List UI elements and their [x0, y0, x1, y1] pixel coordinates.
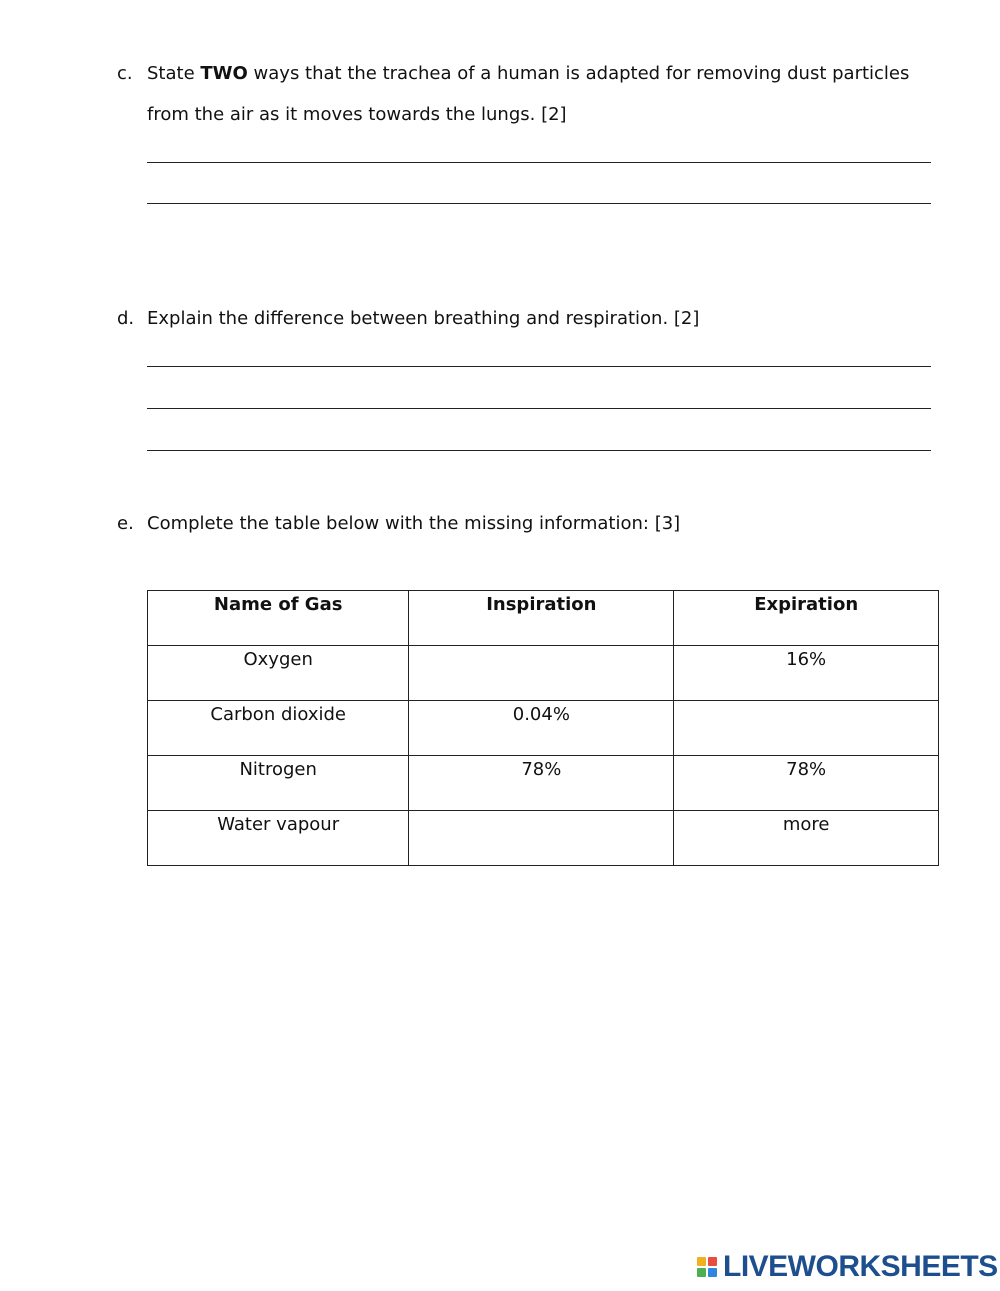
- question-c-text-line2: from the air as it moves towards the lungs. [2]: [147, 104, 567, 125]
- value-cell: 16%: [674, 646, 939, 701]
- logo-square: [697, 1257, 706, 1266]
- table-row: [148, 646, 939, 701]
- value-cell: more: [674, 811, 939, 866]
- header-inspiration: Inspiration: [409, 591, 674, 646]
- question-letter: c.: [117, 63, 133, 84]
- logo-square: [697, 1268, 706, 1277]
- question-e-text: Complete the table below with the missing information: [3]: [147, 513, 681, 534]
- answer-line[interactable]: [147, 203, 931, 204]
- gas-name-cell: Carbon dioxide: [148, 701, 409, 756]
- logo-square: [708, 1268, 717, 1277]
- answer-line[interactable]: [147, 408, 931, 409]
- gas-table: [147, 590, 939, 866]
- answer-cell[interactable]: [674, 701, 939, 756]
- question-d-text: Explain the difference between breathing and respiration. [2]: [147, 308, 700, 329]
- answer-cell[interactable]: [409, 646, 674, 701]
- header-name-of-gas: Name of Gas: [148, 591, 409, 646]
- value-cell: 78%: [674, 756, 939, 811]
- table-row: [148, 701, 939, 756]
- value-cell: 78%: [409, 756, 674, 811]
- question-c-text: State TWO ways that the trachea of a human is adapted for removing dust particles: [147, 63, 910, 84]
- gas-name-cell: Nitrogen: [148, 756, 409, 811]
- answer-line[interactable]: [147, 450, 931, 451]
- brand-text: LIVEWORKSHEETS: [723, 1250, 998, 1283]
- answer-cell[interactable]: [409, 811, 674, 866]
- table-header-row: [148, 591, 939, 646]
- question-letter: d.: [117, 308, 135, 329]
- header-expiration: Expiration: [674, 591, 939, 646]
- gas-name-cell: Oxygen: [148, 646, 409, 701]
- table-row: [148, 756, 939, 811]
- logo-square: [708, 1257, 717, 1266]
- answer-line[interactable]: [147, 366, 931, 367]
- table-row: [148, 811, 939, 866]
- question-letter: e.: [117, 513, 134, 534]
- liveworksheets-icon: [697, 1257, 717, 1277]
- answer-line[interactable]: [147, 162, 931, 163]
- gas-name-cell: Water vapour: [148, 811, 409, 866]
- liveworksheets-logo: [697, 1252, 998, 1282]
- value-cell: 0.04%: [409, 701, 674, 756]
